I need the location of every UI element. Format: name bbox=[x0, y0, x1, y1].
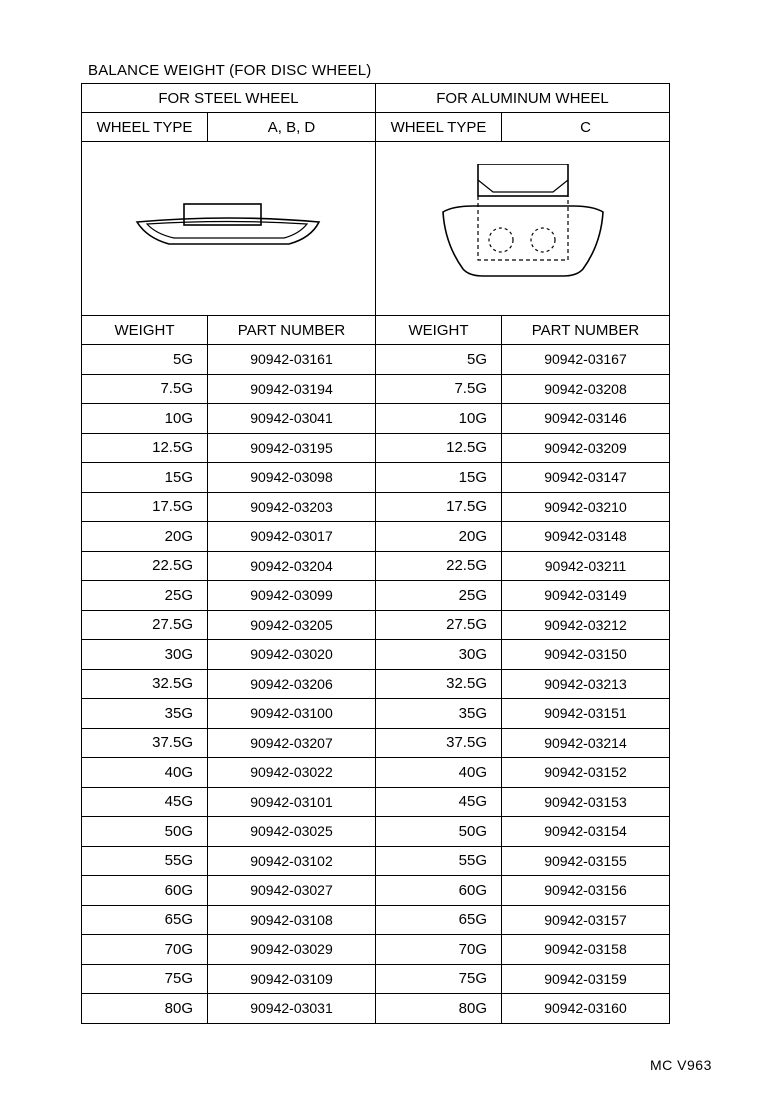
aluminum-weight-cell: 70G bbox=[376, 935, 502, 965]
table-row bbox=[82, 905, 670, 935]
aluminum-weight-cell: 12.5G bbox=[376, 433, 502, 463]
aluminum-part-number-cell: 90942-03147 bbox=[502, 463, 670, 493]
page-title: BALANCE WEIGHT (FOR DISC WHEEL) bbox=[88, 62, 372, 79]
steel-part-header: PART NUMBER bbox=[208, 316, 376, 345]
steel-part-number-cell: 90942-03109 bbox=[208, 964, 376, 994]
aluminum-weight-cell: 7.5G bbox=[376, 374, 502, 404]
steel-weight-cell: 30G bbox=[82, 640, 208, 670]
steel-weight-cell: 80G bbox=[82, 994, 208, 1024]
aluminum-weight-cell: 50G bbox=[376, 817, 502, 847]
steel-weight-header: WEIGHT bbox=[82, 316, 208, 345]
table-row bbox=[82, 463, 670, 493]
aluminum-weight-cell: 27.5G bbox=[376, 610, 502, 640]
aluminum-part-number-cell: 90942-03214 bbox=[502, 728, 670, 758]
steel-part-number-cell: 90942-03195 bbox=[208, 433, 376, 463]
steel-part-number-cell: 90942-03022 bbox=[208, 758, 376, 788]
table-row bbox=[82, 433, 670, 463]
steel-weight-cell: 55G bbox=[82, 846, 208, 876]
steel-weight-cell: 25G bbox=[82, 581, 208, 611]
steel-weight-cell: 70G bbox=[82, 935, 208, 965]
steel-weight-cell: 40G bbox=[82, 758, 208, 788]
aluminum-figure-cell bbox=[376, 142, 670, 316]
table-row bbox=[82, 758, 670, 788]
steel-part-number-cell: 90942-03194 bbox=[208, 374, 376, 404]
steel-figure-cell bbox=[82, 142, 376, 316]
aluminum-part-number-cell: 90942-03152 bbox=[502, 758, 670, 788]
table-row bbox=[82, 404, 670, 434]
aluminum-part-number-cell: 90942-03160 bbox=[502, 994, 670, 1024]
steel-part-number-cell: 90942-03100 bbox=[208, 699, 376, 729]
aluminum-weight-header: WEIGHT bbox=[376, 316, 502, 345]
aluminum-wheel-weight-icon bbox=[433, 164, 613, 294]
steel-weight-cell: 60G bbox=[82, 876, 208, 906]
steel-weight-cell: 7.5G bbox=[82, 374, 208, 404]
steel-part-number-cell: 90942-03161 bbox=[208, 345, 376, 375]
steel-part-number-cell: 90942-03102 bbox=[208, 846, 376, 876]
steel-part-number-cell: 90942-03017 bbox=[208, 522, 376, 552]
table-row bbox=[82, 876, 670, 906]
steel-part-number-cell: 90942-03101 bbox=[208, 787, 376, 817]
steel-part-number-cell: 90942-03041 bbox=[208, 404, 376, 434]
table-row bbox=[82, 640, 670, 670]
aluminum-part-number-cell: 90942-03153 bbox=[502, 787, 670, 817]
aluminum-weight-cell: 17.5G bbox=[376, 492, 502, 522]
table-row bbox=[82, 846, 670, 876]
steel-wheel-weight-icon bbox=[129, 194, 329, 264]
aluminum-weight-cell: 37.5G bbox=[376, 728, 502, 758]
steel-weight-cell: 65G bbox=[82, 905, 208, 935]
aluminum-part-number-cell: 90942-03151 bbox=[502, 699, 670, 729]
steel-weight-cell: 17.5G bbox=[82, 492, 208, 522]
steel-weight-cell: 12.5G bbox=[82, 433, 208, 463]
aluminum-part-number-cell: 90942-03210 bbox=[502, 492, 670, 522]
steel-part-number-cell: 90942-03204 bbox=[208, 551, 376, 581]
steel-weight-cell: 35G bbox=[82, 699, 208, 729]
aluminum-weight-cell: 40G bbox=[376, 758, 502, 788]
table-row bbox=[82, 728, 670, 758]
table-row bbox=[82, 551, 670, 581]
steel-weight-cell: 10G bbox=[82, 404, 208, 434]
aluminum-weight-cell: 45G bbox=[376, 787, 502, 817]
steel-weight-cell: 20G bbox=[82, 522, 208, 552]
steel-weight-cell: 27.5G bbox=[82, 610, 208, 640]
aluminum-weight-cell: 30G bbox=[376, 640, 502, 670]
steel-weight-cell: 50G bbox=[82, 817, 208, 847]
steel-weight-cell: 5G bbox=[82, 345, 208, 375]
aluminum-part-number-cell: 90942-03146 bbox=[502, 404, 670, 434]
table-row bbox=[82, 787, 670, 817]
table-row bbox=[82, 817, 670, 847]
table-row bbox=[82, 492, 670, 522]
aluminum-weight-cell: 55G bbox=[376, 846, 502, 876]
steel-wheel-header: FOR STEEL WHEEL bbox=[82, 84, 376, 113]
table-row bbox=[82, 699, 670, 729]
steel-part-number-cell: 90942-03203 bbox=[208, 492, 376, 522]
steel-part-number-cell: 90942-03206 bbox=[208, 669, 376, 699]
steel-weight-cell: 45G bbox=[82, 787, 208, 817]
aluminum-part-header: PART NUMBER bbox=[502, 316, 670, 345]
steel-part-number-cell: 90942-03020 bbox=[208, 640, 376, 670]
table-row bbox=[82, 522, 670, 552]
steel-part-number-cell: 90942-03027 bbox=[208, 876, 376, 906]
aluminum-weight-cell: 80G bbox=[376, 994, 502, 1024]
table-row bbox=[82, 345, 670, 375]
aluminum-weight-cell: 65G bbox=[376, 905, 502, 935]
table-row bbox=[82, 964, 670, 994]
aluminum-part-number-cell: 90942-03148 bbox=[502, 522, 670, 552]
steel-part-number-cell: 90942-03108 bbox=[208, 905, 376, 935]
aluminum-weight-cell: 22.5G bbox=[376, 551, 502, 581]
aluminum-part-number-cell: 90942-03150 bbox=[502, 640, 670, 670]
steel-part-number-cell: 90942-03025 bbox=[208, 817, 376, 847]
steel-weight-cell: 15G bbox=[82, 463, 208, 493]
aluminum-part-number-cell: 90942-03208 bbox=[502, 374, 670, 404]
steel-part-number-cell: 90942-03098 bbox=[208, 463, 376, 493]
aluminum-part-number-cell: 90942-03159 bbox=[502, 964, 670, 994]
aluminum-weight-cell: 5G bbox=[376, 345, 502, 375]
table-row bbox=[82, 581, 670, 611]
aluminum-part-number-cell: 90942-03211 bbox=[502, 551, 670, 581]
aluminum-weight-cell: 10G bbox=[376, 404, 502, 434]
aluminum-part-number-cell: 90942-03167 bbox=[502, 345, 670, 375]
steel-wheel-type-value: A, B, D bbox=[208, 113, 376, 142]
aluminum-part-number-cell: 90942-03156 bbox=[502, 876, 670, 906]
steel-wheel-type-label: WHEEL TYPE bbox=[82, 113, 208, 142]
aluminum-part-number-cell: 90942-03209 bbox=[502, 433, 670, 463]
aluminum-weight-cell: 32.5G bbox=[376, 669, 502, 699]
aluminum-weight-cell: 25G bbox=[376, 581, 502, 611]
aluminum-weight-cell: 15G bbox=[376, 463, 502, 493]
table-row bbox=[82, 994, 670, 1024]
steel-part-number-cell: 90942-03207 bbox=[208, 728, 376, 758]
steel-part-number-cell: 90942-03031 bbox=[208, 994, 376, 1024]
steel-weight-cell: 37.5G bbox=[82, 728, 208, 758]
steel-weight-cell: 32.5G bbox=[82, 669, 208, 699]
table-row bbox=[82, 610, 670, 640]
aluminum-part-number-cell: 90942-03158 bbox=[502, 935, 670, 965]
aluminum-wheel-header: FOR ALUMINUM WHEEL bbox=[376, 84, 670, 113]
aluminum-part-number-cell: 90942-03213 bbox=[502, 669, 670, 699]
table-row bbox=[82, 935, 670, 965]
steel-weight-cell: 75G bbox=[82, 964, 208, 994]
steel-part-number-cell: 90942-03099 bbox=[208, 581, 376, 611]
aluminum-weight-cell: 20G bbox=[376, 522, 502, 552]
balance-weight-table bbox=[81, 83, 670, 1024]
aluminum-weight-cell: 35G bbox=[376, 699, 502, 729]
aluminum-part-number-cell: 90942-03155 bbox=[502, 846, 670, 876]
aluminum-part-number-cell: 90942-03212 bbox=[502, 610, 670, 640]
aluminum-part-number-cell: 90942-03149 bbox=[502, 581, 670, 611]
steel-part-number-cell: 90942-03029 bbox=[208, 935, 376, 965]
aluminum-weight-cell: 75G bbox=[376, 964, 502, 994]
aluminum-wheel-type-value: C bbox=[502, 113, 670, 142]
document-code: MC V963 bbox=[650, 1057, 712, 1073]
aluminum-part-number-cell: 90942-03157 bbox=[502, 905, 670, 935]
table-row bbox=[82, 669, 670, 699]
steel-weight-cell: 22.5G bbox=[82, 551, 208, 581]
table-row bbox=[82, 374, 670, 404]
steel-part-number-cell: 90942-03205 bbox=[208, 610, 376, 640]
aluminum-wheel-type-label: WHEEL TYPE bbox=[376, 113, 502, 142]
aluminum-part-number-cell: 90942-03154 bbox=[502, 817, 670, 847]
aluminum-weight-cell: 60G bbox=[376, 876, 502, 906]
